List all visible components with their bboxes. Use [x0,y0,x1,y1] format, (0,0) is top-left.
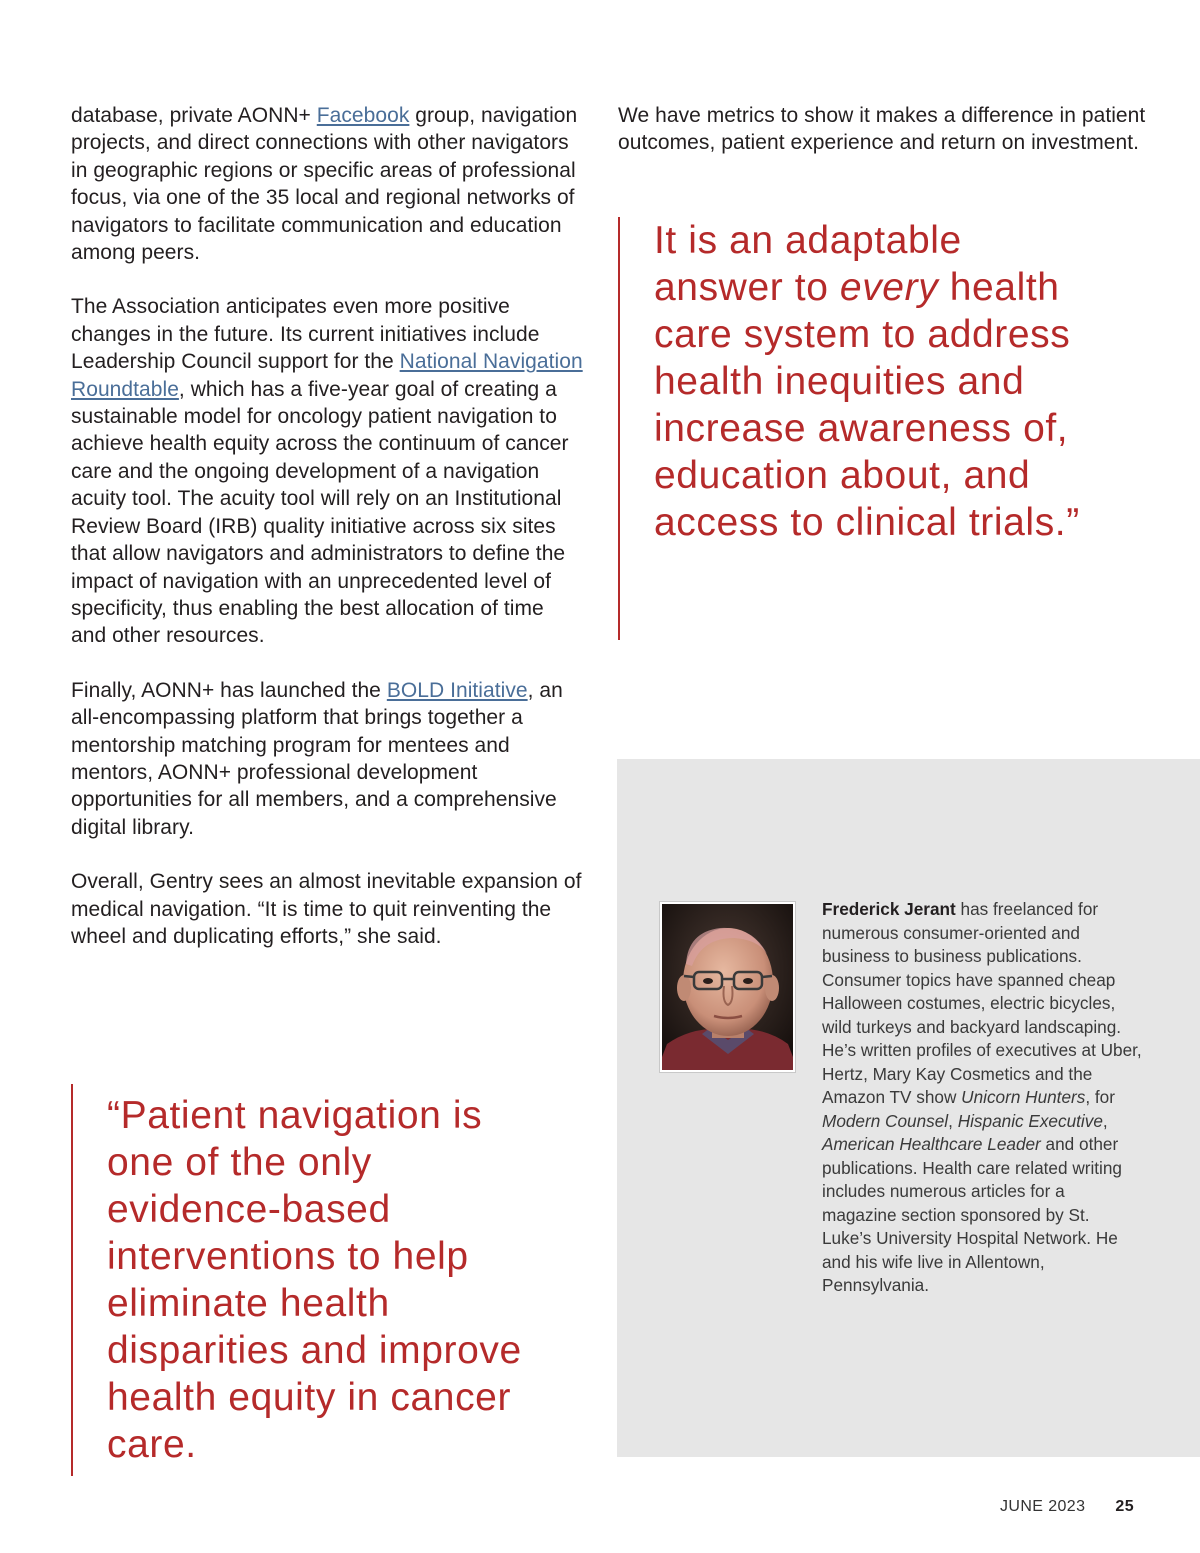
italic-title: American Healthcare Leader [822,1134,1041,1154]
author-bio-text [822,898,1142,1298]
pull-quote-patient-navigation: “Patient navigation is one of the only evidence-based interventions to help eliminate health disparities and improve health equity in cancer care. [71,1084,551,1476]
text: , which has a five-year goal of creating a sustainable model for oncology patient navigation to achieve health equity across the continuum of cancer care and the ongoing development of a navigation acuity tool. The acuity tool will rely on an Institutional Review Board (IRB) quality initiative across six sites that allow navigators and administrators to define the impact of navigation with an unprecedented level of specificity, thus enabling the best allocation of time and other resources. [71,377,569,648]
text: The Association anticipates even more positive changes in the future. Its current initiatives include Leadership Council support for the [71,295,540,374]
issue-date: JUNE 2023 [999,1498,1086,1515]
text: database, private AONN+ [71,104,317,127]
page-number: 25 [1115,1498,1134,1515]
text: , for [1085,1087,1115,1107]
text: has freelanced for numerous consumer-oriented and business to business publications. Consumer topics have spanned cheap Halloween costumes, electric bicycles, wild turkeys and backyard landscaping. He’s written profiles of executives at Uber, Hertz, Mary Kay Cosmetics and the Amazon TV show [822,899,1142,1107]
italic-title: Modern Counsel [822,1110,949,1131]
paragraph-gentry-outlook: Overall, Gentry sees an almost inevitable expansion of medical navigation. “It is time to quit reinventing the wheel and duplicating efforts,” she said. [71,870,582,948]
text: , an all-encompassing platform that brings together a mentorship matching program for mentees and mentors, AONN+ professional development opportunities for all members, and a comprehensive digital library. [71,678,563,839]
right-column [618,102,1148,184]
text: , [1102,1110,1108,1131]
left-column [71,102,583,977]
text: Finally, AONN+ has launched the [71,678,387,702]
text: and other publications. Health care related writing includes numerous articles for a magazine section sponsored by St. Luke’s University Hospital Network. He and his wife live in Allentown, Pennsylvania. [822,1134,1122,1295]
emphasis: every [839,266,939,309]
paragraph-metrics: We have metrics to show it makes a difference in patient outcomes, patient experience and return on investment. [618,104,1146,155]
pull-quote-adaptable-answer [618,217,1098,640]
national-navigation-roundtable-link[interactable]: National Navigation Roundtable [71,350,583,401]
facebook-link[interactable]: Facebook [316,104,410,127]
bold-initiative-link[interactable]: BOLD Initiative [386,678,528,702]
page-footer [1000,1498,1134,1516]
author-portrait-image [662,904,793,1070]
text: , [948,1110,958,1131]
paragraph-aonn-resources [71,102,583,266]
italic-title: Unicorn Hunters [961,1087,1086,1107]
author-name: Frederick Jerant [822,899,956,919]
author-photo [659,901,796,1073]
text: It is an adaptable answer to [654,219,962,309]
text: group, navigation projects, and direct connections with other navigators in geographic regions or specific areas of professional focus, via one of the 35 local and regional networks of navigators to facilitate communication and education among peers. [71,104,578,265]
text: health care system to address health inequities and increase awareness of, education about, and access to clinical trials.” [654,266,1080,544]
paragraph-bold-initiative [71,677,583,841]
italic-title: Hispanic Executive [957,1110,1103,1131]
paragraph-association-initiatives [71,293,583,649]
